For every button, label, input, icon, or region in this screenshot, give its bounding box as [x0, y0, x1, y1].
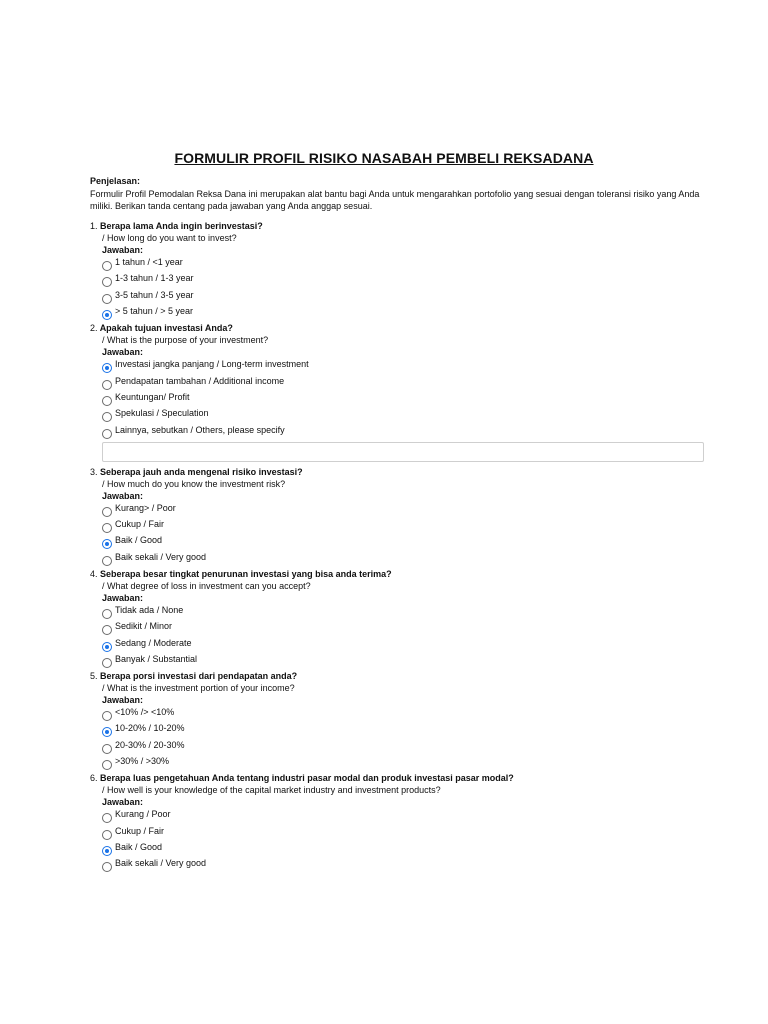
option-label: Tidak ada / None — [115, 605, 184, 615]
others-specify-input[interactable] — [102, 442, 704, 462]
radio-selected-icon[interactable] — [102, 727, 112, 737]
radio-empty-icon[interactable] — [102, 523, 112, 533]
radio-empty-icon[interactable] — [102, 277, 112, 287]
question-title — [90, 220, 710, 232]
answer-option[interactable] — [90, 305, 710, 321]
answer-option[interactable] — [90, 391, 710, 407]
radio-selected-icon[interactable] — [102, 846, 112, 856]
option-label: Kurang / Poor — [115, 809, 171, 820]
radio-empty-icon[interactable] — [102, 556, 112, 566]
question-title — [90, 670, 710, 682]
radio-empty-icon[interactable] — [102, 429, 112, 439]
option-label: Kurang> / Poor — [115, 502, 176, 513]
answer-option[interactable] — [90, 620, 710, 636]
radio-selected-icon[interactable] — [102, 363, 112, 373]
radio-empty-icon[interactable] — [102, 813, 112, 823]
intro-section — [90, 175, 710, 213]
question-subtitle: / How well is your knowledge of the capital market industry and investment products? — [102, 785, 441, 796]
question-2 — [90, 322, 710, 461]
question-title — [90, 466, 710, 478]
answer-option[interactable] — [90, 841, 710, 857]
answer-option[interactable] — [90, 706, 710, 722]
question-subtitle: / What is the investment portion of your income? — [102, 683, 295, 694]
question-5 — [90, 670, 710, 771]
radio-empty-icon[interactable] — [102, 261, 112, 271]
question-title — [90, 322, 710, 334]
option-label: 10-20% / 10-20% — [115, 723, 185, 734]
question-subtitle: / What degree of loss in investment can you accept? — [102, 580, 311, 591]
radio-empty-icon[interactable] — [102, 625, 112, 635]
question-number: 5. — [90, 671, 98, 682]
radio-empty-icon[interactable] — [102, 412, 112, 422]
answer-option[interactable] — [90, 407, 710, 423]
option-label: 20-30% / 20-30% — [115, 739, 185, 750]
answer-option[interactable] — [90, 518, 710, 534]
question-subtitle: / What is the purpose of your investment? — [102, 335, 269, 346]
option-label: Baik sekali / Very good — [115, 858, 207, 869]
option-label: Baik sekali / Very good — [115, 551, 207, 562]
question-title — [90, 772, 710, 784]
question-subtitle: / How long do you want to invest? — [102, 233, 237, 243]
option-label: Cukup / Fair — [115, 825, 165, 836]
answer-option[interactable] — [90, 604, 710, 620]
question-subtitle: / How much do you know the investment risk? — [102, 478, 286, 489]
answer-label: Jawaban: — [102, 592, 144, 603]
radio-selected-icon[interactable] — [102, 642, 112, 652]
answer-option[interactable] — [90, 808, 710, 824]
answer-label: Jawaban: — [102, 490, 144, 501]
option-label: > 5 tahun / > 5 year — [115, 306, 194, 317]
answer-option[interactable] — [90, 722, 710, 738]
answer-option[interactable] — [90, 857, 710, 873]
answer-option[interactable] — [90, 551, 710, 567]
option-label: <10% /> <10% — [115, 707, 175, 718]
question-text: Berapa porsi investasi dari pendapatan anda? — [100, 671, 298, 682]
question-text: Seberapa besar tingkat penurunan investasi yang bisa anda terima? — [100, 568, 392, 579]
radio-empty-icon[interactable] — [102, 658, 112, 668]
intro-text: Formulir Profil Pemodalan Reksa Dana ini merupakan alat bantu bagi Anda untuk mengarahkan portofolio yang sesuai dengan toleransi risiko yang Anda miliki. Berikan tanda centang pada jawaban yang Anda anggap sesuai. — [90, 188, 700, 211]
answer-label: Jawaban: — [102, 695, 144, 706]
answer-option[interactable] — [90, 358, 710, 374]
radio-selected-icon[interactable] — [102, 310, 112, 320]
answer-option[interactable] — [90, 374, 710, 390]
answer-option[interactable] — [90, 502, 710, 518]
option-label: 1-3 tahun / 1-3 year — [115, 273, 194, 284]
answer-option[interactable] — [90, 256, 710, 272]
answer-option[interactable] — [90, 755, 710, 771]
answer-option[interactable] — [90, 739, 710, 755]
question-text: Berapa luas pengetahuan Anda tentang industri pasar modal dan produk investasi pasar modal? — [100, 773, 514, 784]
question-text: Berapa lama Anda ingin berinvestasi? — [100, 221, 263, 231]
option-label: Banyak / Substantial — [115, 653, 198, 664]
radio-empty-icon[interactable] — [102, 711, 112, 721]
question-6 — [90, 772, 710, 873]
option-label: Sedang / Moderate — [115, 637, 192, 648]
option-label: Baik / Good — [115, 841, 163, 852]
answer-option[interactable] — [90, 825, 710, 841]
answer-option[interactable] — [90, 289, 710, 305]
question-number: 3. — [90, 466, 98, 477]
radio-empty-icon[interactable] — [102, 862, 112, 872]
option-label: Baik / Good — [115, 535, 163, 546]
answer-option[interactable] — [90, 653, 710, 669]
radio-empty-icon[interactable] — [102, 294, 112, 304]
question-title — [90, 568, 710, 580]
option-label: Keuntungan/ Profit — [115, 391, 190, 402]
question-1 — [90, 220, 710, 321]
option-label: Pendapatan tambahan / Additional income — [115, 375, 285, 386]
question-number: 2. — [90, 323, 98, 334]
question-3 — [90, 466, 710, 567]
option-label: Lainnya, sebutkan / Others, please specify — [115, 424, 285, 435]
answer-option[interactable] — [90, 534, 710, 550]
option-label: Investasi jangka panjang / Long-term investment — [115, 359, 309, 370]
radio-empty-icon[interactable] — [102, 380, 112, 390]
option-label: >30% / >30% — [115, 756, 170, 767]
radio-selected-icon[interactable] — [102, 539, 112, 549]
question-text: Apakah tujuan investasi Anda? — [99, 323, 233, 334]
answer-label: Jawaban: — [102, 245, 144, 255]
radio-empty-icon[interactable] — [102, 507, 112, 517]
answer-option[interactable] — [90, 423, 710, 439]
question-number: 1. — [90, 221, 98, 231]
option-label: Cukup / Fair — [115, 519, 165, 530]
answer-option[interactable] — [90, 272, 710, 288]
answer-label: Jawaban: — [102, 797, 144, 808]
page-title: FORMULIR PROFIL RISIKO NASABAH PEMBELI REKSADANA — [174, 150, 594, 166]
question-list — [90, 220, 710, 874]
question-text: Seberapa jauh anda mengenal risiko investasi? — [100, 466, 303, 477]
answer-label: Jawaban: — [102, 347, 144, 358]
radio-empty-icon[interactable] — [102, 830, 112, 840]
question-number: 4. — [90, 568, 98, 579]
question-4 — [90, 568, 710, 669]
radio-empty-icon[interactable] — [102, 396, 112, 406]
option-label: 3-5 tahun / 3-5 year — [115, 289, 194, 300]
option-label: Spekulasi / Speculation — [115, 408, 209, 419]
intro-label: Penjelasan: — [90, 176, 141, 186]
radio-empty-icon[interactable] — [102, 760, 112, 770]
option-label: Sedikit / Minor — [115, 621, 173, 632]
radio-empty-icon[interactable] — [102, 744, 112, 754]
question-number: 6. — [90, 773, 98, 784]
radio-empty-icon[interactable] — [102, 609, 112, 619]
answer-option[interactable] — [90, 636, 710, 652]
option-label: 1 tahun / <1 year — [115, 257, 183, 268]
